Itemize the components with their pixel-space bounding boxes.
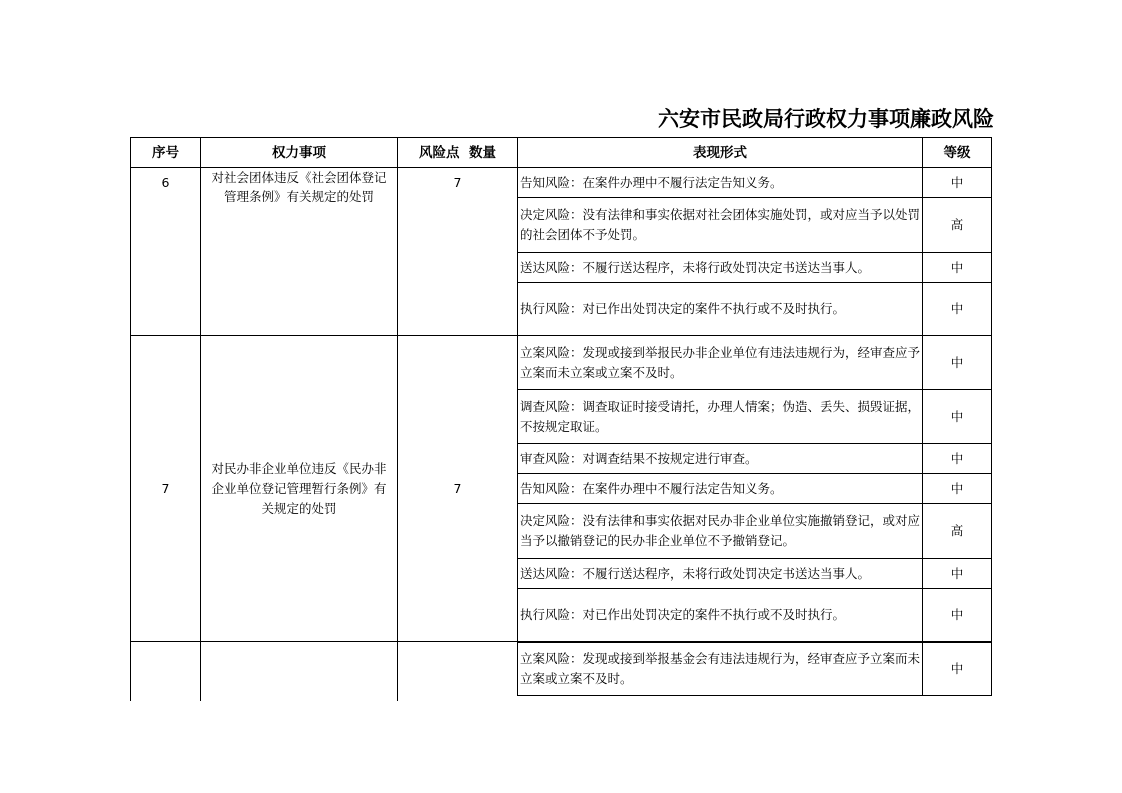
risk-level-cell: 中 <box>922 167 992 198</box>
risk-level-cell: 中 <box>922 558 992 589</box>
risk-form-cell: 决定风险：没有法律和事实依据对社会团体实施处罚，或对应当予以处罚的社会团体不予处罚。 <box>517 197 923 253</box>
group-8-seq <box>130 641 201 701</box>
header-level: 等级 <box>922 137 992 168</box>
group-6-item: 对社会团体违反《社会团体登记管理条例》有关规定的处罚 <box>200 167 398 336</box>
header-item: 权力事项 <box>200 137 398 168</box>
group-6-seq: 6 <box>130 167 201 336</box>
risk-form-cell: 告知风险：在案件办理中不履行法定告知义务。 <box>517 473 923 504</box>
risk-form-cell: 告知风险：在案件办理中不履行法定告知义务。 <box>517 167 923 198</box>
group-7-count: 7 <box>397 335 518 642</box>
risk-level-cell: 中 <box>922 473 992 504</box>
risk-form-cell: 审查风险：对调查结果不按规定进行审查。 <box>517 443 923 474</box>
group-7-item: 对民办非企业单位违反《民办非企业单位登记管理暂行条例》有关规定的处罚 <box>200 335 398 642</box>
page-title: 六安市民政局行政权力事项廉政风险 <box>658 107 994 131</box>
risk-level-cell: 中 <box>922 641 992 696</box>
header-seq: 序号 <box>130 137 201 168</box>
risk-level-cell: 中 <box>922 252 992 283</box>
header-form: 表现形式 <box>517 137 923 168</box>
risk-level-cell: 高 <box>922 197 992 253</box>
header-risk-count: 风险点 数量 <box>397 137 518 168</box>
risk-form-cell: 立案风险：发现或接到举报民办非企业单位有违法违规行为，经审查应予立案而未立案或立案不及时。 <box>517 335 923 390</box>
risk-level-cell: 中 <box>922 389 992 444</box>
risk-form-cell: 决定风险：没有法律和事实依据对民办非企业单位实施撤销登记，或对应当予以撤销登记的民办非企业单位不予撤销登记。 <box>517 503 923 559</box>
group-6-count: 7 <box>397 167 518 336</box>
risk-level-cell: 中 <box>922 588 992 642</box>
risk-level-cell: 高 <box>922 503 992 559</box>
risk-form-cell: 执行风险：对已作出处罚决定的案件不执行或不及时执行。 <box>517 588 923 642</box>
risk-level-cell: 中 <box>922 335 992 390</box>
group-8-item <box>200 641 398 701</box>
risk-form-cell: 送达风险：不履行送达程序，未将行政处罚决定书送达当事人。 <box>517 252 923 283</box>
risk-level-cell: 中 <box>922 282 992 336</box>
group-8-count <box>397 641 518 701</box>
group-7-seq: 7 <box>130 335 201 642</box>
risk-form-cell: 执行风险：对已作出处罚决定的案件不执行或不及时执行。 <box>517 282 923 336</box>
risk-form-cell: 立案风险：发现或接到举报基金会有违法违规行为，经审查应予立案而未立案或立案不及时。 <box>517 641 923 696</box>
risk-level-cell: 中 <box>922 443 992 474</box>
risk-form-cell: 调查风险：调查取证时接受请托，办理人情案；伪造、丢失、损毁证据，不按规定取证。 <box>517 389 923 444</box>
risk-form-cell: 送达风险：不履行送达程序，未将行政处罚决定书送达当事人。 <box>517 558 923 589</box>
